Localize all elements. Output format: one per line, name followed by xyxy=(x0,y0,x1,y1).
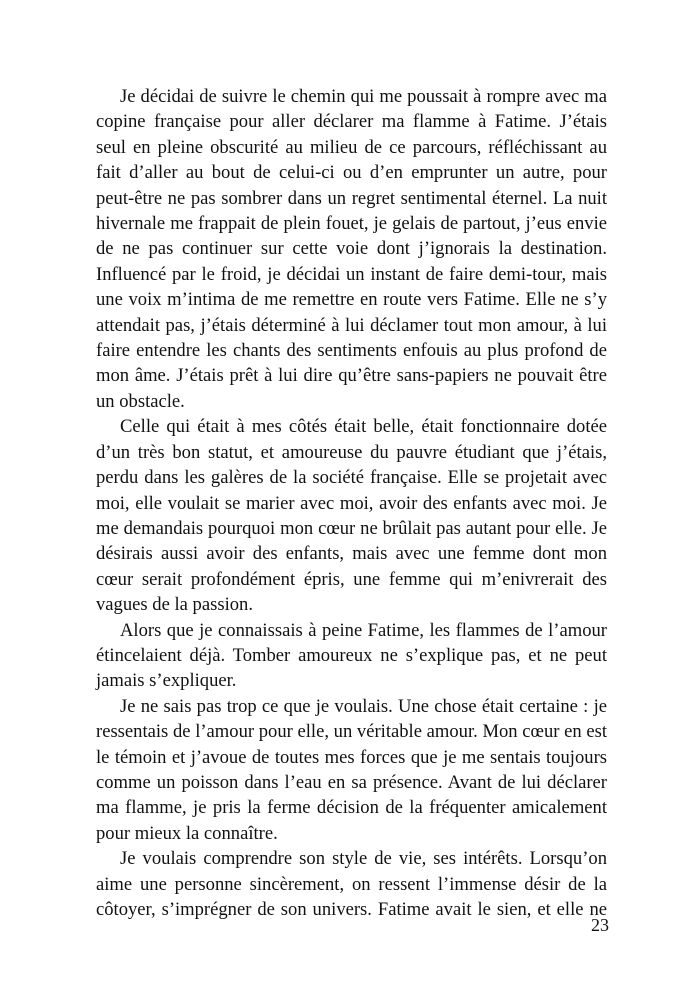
paragraph-5: Je voulais comprendre son style de vie, ses intérêts. Lorsqu’on aime une personne sincèrement, on ressent l’immense désir de la côtoyer, s’imprégner de son univers. Fatime avait le sien, et elle ne xyxy=(96,848,607,920)
body-text xyxy=(96,84,607,922)
paragraph-1: Je décidai de suivre le chemin qui me poussait à rompre avec ma copine française pour aller déclarer ma flamme à Fatime. J’étais seul en pleine obscurité au milieu de ce parcours, réfléchissant au fait d’aller au bout de celui-ci ou d’en emprunter un autre, pour peut-être ne pas sombrer dans un regret sentimental éternel. La nuit hivernale me frappait de plein fouet, je gelais de partout, j’eus envie de ne pas continuer sur cette voie dont j’ignorais la destination. Influencé par le froid, je décidai un instant de faire demi-tour, mais une voix m’intima de me remettre en route vers Fatime. Elle ne s’y attendait pas, j’étais déterminé à lui déclamer tout mon amour, à lui faire entendre les chants des sentiments enfouis au plus profond de mon âme. J’étais prêt à lui dire qu’être sans-papiers ne pouvait être un obstacle. xyxy=(96,86,607,412)
page-number: 23 xyxy=(591,915,609,935)
paragraph-3: Alors que je connaissais à peine Fatime, les flammes de l’amour étincelaient déjà. Tomber amoureux ne s’explique pas, et ne peut jamais s’expliquer. xyxy=(96,619,607,692)
paragraph-4: Je ne sais pas trop ce que je voulais. Une chose était certaine : je ressentais de l’amour pour elle, un véritable amour. Mon cœur en est le témoin et j’avoue de toutes mes forces que je me sentais toujours comme un poisson dans l’eau en sa présence. Avant de lui déclarer ma flamme, je pris la ferme décision de la fréquenter amicalement pour mieux la connaître. xyxy=(96,695,607,844)
paragraph-2: Celle qui était à mes côtés était belle, était fonctionnaire dotée d’un très bon statut, et amoureuse du pauvre étudiant que j’étais, perdu dans les galères de la société française. Elle se projetait avec moi, elle voulait se marier avec moi, avoir des enfants avec moi. Je me demandais pourquoi mon cœur ne brûlait pas autant pour elle. Je désirais aussi avoir des enfants, mais avec une femme dont mon cœur serait profondément épris, une femme qui m’enivrerait des vagues de la passion. xyxy=(96,416,607,616)
